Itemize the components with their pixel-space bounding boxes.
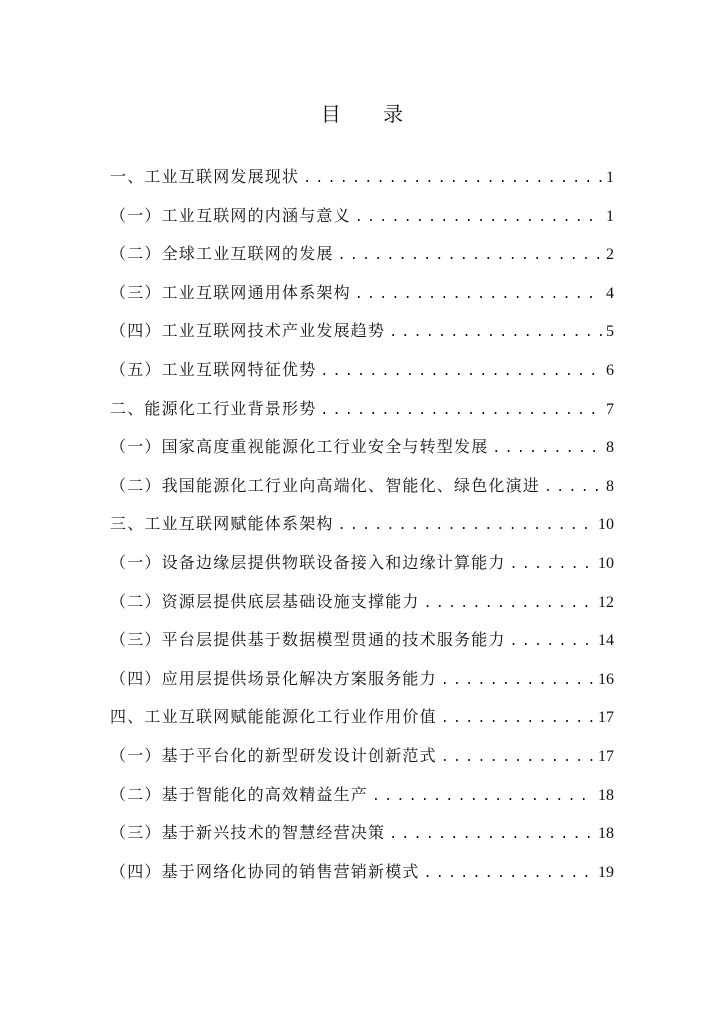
toc-entry[interactable]	[110, 698, 614, 737]
toc-entry[interactable]	[110, 660, 614, 699]
toc-page-number: 12	[598, 593, 614, 611]
toc-entry-label: （三）基于新兴技术的智慧经营决策	[110, 823, 386, 843]
toc-page-number: 7	[606, 400, 614, 418]
toc-entry-label: 一、工业互联网发展现状	[110, 167, 300, 186]
toc-entry-label: （四）应用层提供场景化解决方案服务能力	[110, 668, 437, 688]
dot-leader	[355, 199, 602, 238]
toc-entry[interactable]	[110, 814, 614, 853]
toc-page-number: 8	[606, 477, 614, 495]
toc-entry-label: （三）平台层提供基于数据模型贯通的技术服务能力	[110, 630, 506, 650]
toc-entry-label: （一）工业互联网的内涵与意义	[110, 205, 351, 225]
toc-entry[interactable]	[110, 351, 614, 390]
dot-leader	[372, 778, 594, 817]
dot-leader	[544, 469, 602, 508]
toc-entry[interactable]	[110, 737, 614, 776]
toc-page-number: 18	[598, 825, 614, 843]
toc-page-number: 2	[606, 246, 614, 264]
toc-entry[interactable]	[110, 776, 614, 815]
dot-leader	[441, 700, 594, 739]
dot-leader	[355, 276, 602, 315]
toc-page-number: 1	[606, 207, 614, 225]
dot-leader	[389, 314, 602, 353]
toc-entry-label: （二）资源层提供底层基础设施支撑能力	[110, 591, 420, 611]
toc-page-number: 17	[598, 709, 614, 727]
toc-entry[interactable]	[110, 621, 614, 660]
toc-entry-label: （一）设备边缘层提供物联设备接入和边缘计算能力	[110, 552, 506, 572]
toc-entry-label: （二）基于智能化的高效精益生产	[110, 784, 369, 804]
toc-entry[interactable]	[110, 390, 614, 429]
toc-entry-label: （四）基于网络化协同的销售营销新模式	[110, 861, 420, 881]
toc-entry-label: 三、工业互联网赋能体系架构	[110, 514, 334, 534]
toc-entry-label: 四、工业互联网赋能能源化工行业作用价值	[110, 707, 437, 727]
dot-leader	[303, 160, 602, 199]
toc-page-number: 18	[598, 786, 614, 804]
dot-leader	[320, 392, 602, 431]
dot-leader	[441, 739, 594, 778]
toc-page-number: 10	[598, 554, 614, 572]
dot-leader	[424, 855, 594, 894]
toc-entry[interactable]	[110, 197, 614, 236]
dot-leader	[492, 430, 602, 469]
toc-page-number: 4	[606, 284, 614, 302]
toc-entry[interactable]	[110, 158, 614, 197]
toc-list	[110, 158, 614, 891]
toc-entry-label: （四）工业互联网技术产业发展趋势	[110, 321, 386, 341]
toc-page-number: 5	[606, 323, 614, 341]
toc-entry-label: 二、能源化工行业背景形势	[110, 398, 317, 418]
dot-leader	[338, 237, 602, 276]
toc-entry[interactable]	[110, 312, 614, 351]
toc-entry-label: （三）工业互联网通用体系架构	[110, 282, 351, 302]
toc-page-number: 6	[606, 361, 614, 379]
toc-entry[interactable]	[110, 853, 614, 892]
toc-entry[interactable]	[110, 428, 614, 467]
toc-entry-label: （二）全球工业互联网的发展	[110, 244, 334, 264]
dot-leader	[338, 507, 594, 546]
toc-entry-label: （一）国家高度重视能源化工行业安全与转型发展	[110, 437, 489, 457]
toc-page-number: 19	[598, 863, 614, 881]
toc-entry[interactable]	[110, 583, 614, 622]
toc-page-number: 16	[598, 670, 614, 688]
dot-leader	[320, 353, 602, 392]
toc-entry[interactable]	[110, 235, 614, 274]
dot-leader	[389, 816, 594, 855]
dot-leader	[424, 585, 594, 624]
toc-entry[interactable]	[110, 467, 614, 506]
toc-entry-label: （五）工业互联网特征优势	[110, 359, 317, 379]
toc-entry[interactable]	[110, 544, 614, 583]
toc-page-number: 17	[598, 747, 614, 765]
toc-page-number: 8	[606, 439, 614, 457]
dot-leader	[510, 623, 594, 662]
toc-entry[interactable]	[110, 505, 614, 544]
toc-page-number: 10	[598, 516, 614, 534]
dot-leader	[510, 546, 594, 585]
dot-leader	[441, 662, 594, 701]
toc-entry-label: （一）基于平台化的新型研发设计创新范式	[110, 745, 437, 765]
toc-entry-label: （二）我国能源化工行业向高端化、智能化、绿色化演进	[110, 475, 541, 495]
toc-page-number: 14	[598, 632, 614, 650]
toc-page-number: 1	[606, 169, 614, 186]
toc-entry[interactable]	[110, 274, 614, 313]
toc-title: 目 录	[320, 102, 422, 126]
